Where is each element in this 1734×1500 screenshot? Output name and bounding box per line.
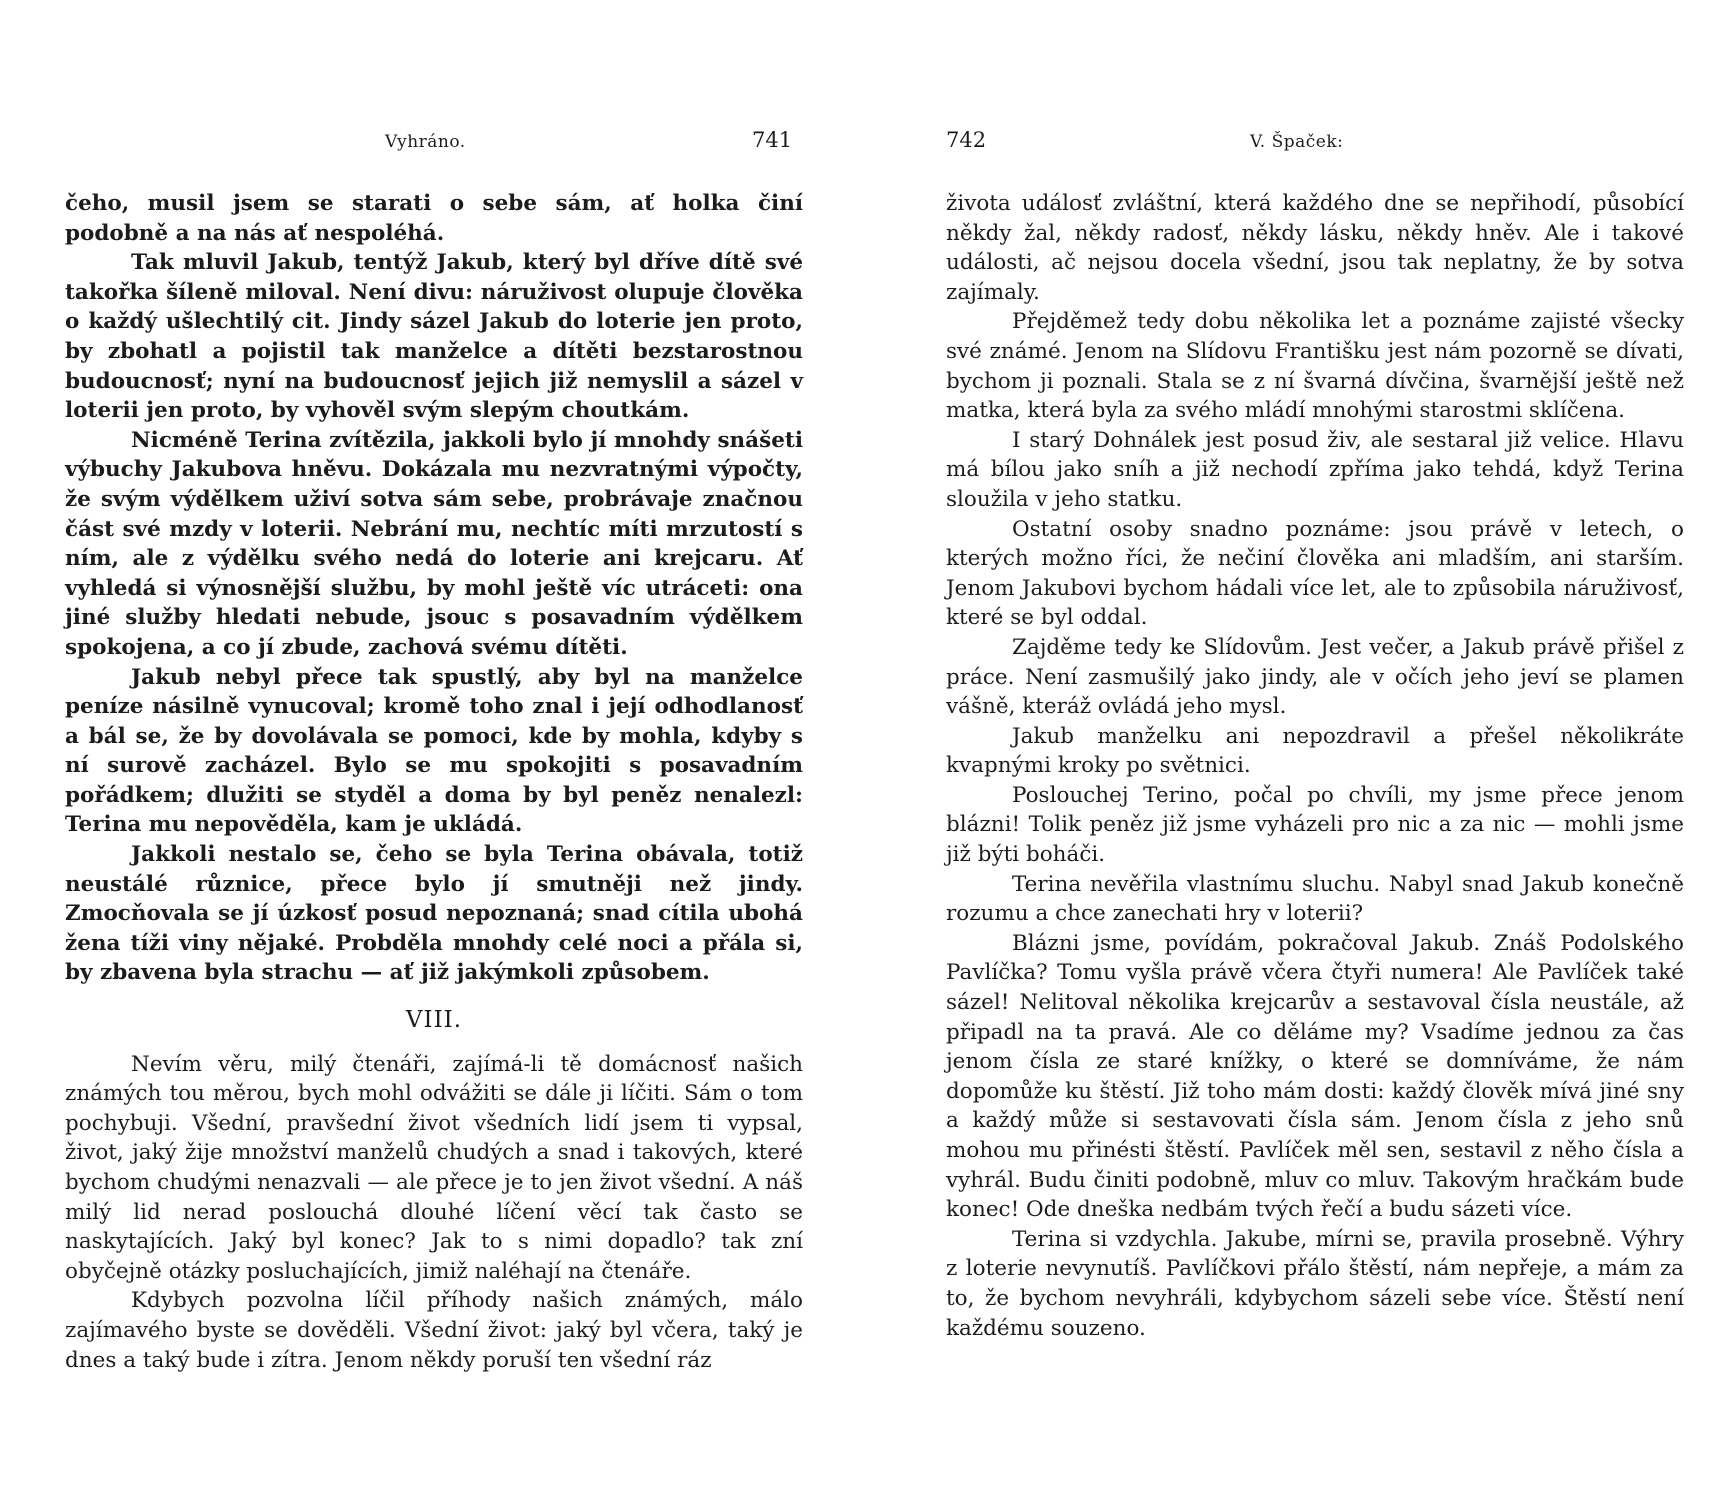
paragraph: Terina nevěřila vlastnímu sluchu. Nabyl snad Jakub konečně rozumu a chce zanechati hry v loterii? [946, 871, 1684, 927]
section-heading: VIII. [405, 1007, 463, 1034]
paragraph: Jakub nebyl přece tak spustlý, aby byl na manželce peníze násilně vynucoval; kromě toho znal i její odhodlanosť a bál se, že by dovolávala se pomoci, kde by mohla, kdyby s ní surově zacházel. Bylo se mu spokojiti s posavadním pořádkem; dlužiti se styděl a doma by byl peněz nenalezl: Terina mu nepověděla, kam je ukládá. [65, 664, 803, 838]
paragraph: života událosť zvláštní, která každého dne se nepřihodí, působící někdy žal, někdy radosť, někdy lásku, někdy hněv. Ale i takové události, ač nejsou docela všední, jsou tak neplatny, že by sotva zajímaly. [946, 191, 1684, 305]
paragraph: Nicméně Terina zvítězila, jakkoli bylo jí mnohdy snášeti výbuchy Jakubova hněvu. Dokázala mu nezvratnými výpočty, že svým výdělkem uživí sotva sám sebe, probrávaje značnou část své mzdy v loterii. Nebrání mu, nechtíc míti mrzutostí s ním, ale z výdělku svého nedá do loterie ani krejcaru. Ať vyhledá si výnosnější službu, by mohl ještě víc utráceti: ona jiné služby hledati nebude, jsouc s posavadním výdělkem spokojena, a co jí zbude, zachová svému dítěti. [65, 427, 803, 660]
paragraph: Ostatní osoby snadno poznáme: jsou právě v letech, o kterých možno říci, že nečiní člověka ani mladším, ani starším. Jenom Jakubovi bychom hádali více let, ale to způsobila náruživosť, které se byl oddal. [946, 516, 1684, 631]
paragraph: Jakub manželku ani nepozdravil a přešel několikráte kvapnými kroky po světnici. [946, 723, 1684, 779]
right-page [867, 0, 1734, 1500]
paragraph: Zajděme tedy ke Slídovům. Jest večer, a Jakub právě přišel z práce. Není zasmušilý jako jindy, ale v očích jeho jeví se plamen vášně, kteráž ovládá jeho mysl. [946, 634, 1684, 720]
paragraph: čeho, musil jsem se starati o sebe sám, ať holka činí podobně a na nás ať nespoléhá. [65, 191, 803, 246]
paragraph: Nevím věru, milý čtenáři, zajímá-li tě domácnosť našich známých tou měrou, bych mohl odvážiti se dále ji líčiti. Sám o tom pochybuji. Všední, pravšední život všedních lidí jsem ti vypsal, život, jaký žije množství manželů chudých a snad i takových, které bychom chudými nenazvali — ale přece je to jen život všední. A náš milý lid nerad poslouchá dlouhé líčení věcí tak často se naskytajících. Jaký byl konec? Jak to s nimi dopadlo? tak zní obyčejně otázky posluchajících, jimiž naléhají na čtenáře. [65, 1051, 803, 1284]
paragraph: Poslouchej Terino, počal po chvíli, my jsme přece jenom blázni! Tolik peněz již jsme vyházeli pro nic a za nic — mohli jsme již býti boháči. [946, 782, 1684, 868]
page-text [65, 189, 803, 1375]
paragraph: Blázni jsme, povídám, pokračoval Jakub. Znáš Podolského Pavlíčka? Tomu vyšla právě včera čtyři numera! Ale Pavlíček také sázel! Nelitoval několika krejcarův a sestavoval čísla neustále, až připadl na ta pravá. Ale co děláme my? Vsadíme jednou za čas jenom čísla ze staré knížky, o které se domníváme, že nám dopomůže ku štěstí. Již toho mám dosti: každý člověk mívá jiné sny a každý může si sestavovati čísla sám. Jenom čísla z jeho snů mohou mu přinésti štěstí. Pavlíček měl sen, sestavil z něho čísla a vyhrál. Budu činiti podobně, mluv co mluv. Takovým hračkám bude konec! Ode dneška nedbám tvých řečí a budu sázeti více. [946, 930, 1684, 1223]
page-number: 742 [946, 128, 987, 152]
paragraph: I starý Dohnálek jest posud živ, ale sestaral již velice. Hlavu má bílou jako sníh a již nechodí zpříma jako tehdá, když Terina sloužila v jeho statku. [946, 427, 1684, 512]
page-number: 741 [752, 128, 793, 152]
paragraph: Jakkoli nestalo se, čeho se byla Terina obávala, totiž neustálé různice, přece bylo jí smutněji než jindy. Zmocňovala se jí úzkosť posud nepoznaná; snad cítila ubohá žena tíži viny nějaké. Probděla mnohdy celé noci a přála si, by zbavena byla strachu — ať již jakýmkoli způsobem. [65, 842, 803, 986]
running-title: Vyhráno. [385, 132, 466, 152]
paragraph: Kdybych pozvolna líčil příhody našich známých, málo zajímavého byste se dověděli. Všední život: jaký byl včera, taký je dnes a taký bude i zítra. Jenom někdy poruší ten všední ráz [65, 1288, 803, 1373]
running-title: V. Špaček: [1250, 132, 1344, 152]
paragraph: Terina si vzdychla. Jakube, mírni se, pravila prosebně. Výhry z loterie nevynutíš. Pavlíčkovi přálo štěstí, nám nepřeje, a mám za to, že bychom nevyhráli, kdybychom sázeli sebe více. Štěstí není každému souzeno. [946, 1226, 1684, 1341]
page-text [946, 189, 1684, 1343]
paragraph: Tak mluvil Jakub, tentýž Jakub, který byl dříve dítě své takořka šíleně miloval. Není divu: náruživost olupuje člověka o každý ušlechtilý cit. Jindy sázel Jakub do loterie jen proto, by zbohatl a pojistil tak manželce a dítěti bezstarostnou budoucnosť; nyní na budoucnosť jejich již nemyslil a sázel v loterii jen proto, by vyhověl svým slepým choutkám. [65, 250, 803, 424]
paragraph: Přejděmež tedy dobu několika let a poznáme zajisté všecky své známé. Jenom na Slídovu Františku jest nám pozorně se dívati, bychom ji poznali. Stala se z ní švarná dívčina, švarnější ještě než matka, která byla za svého mládí mnohými starostmi sklíčena. [946, 309, 1684, 424]
